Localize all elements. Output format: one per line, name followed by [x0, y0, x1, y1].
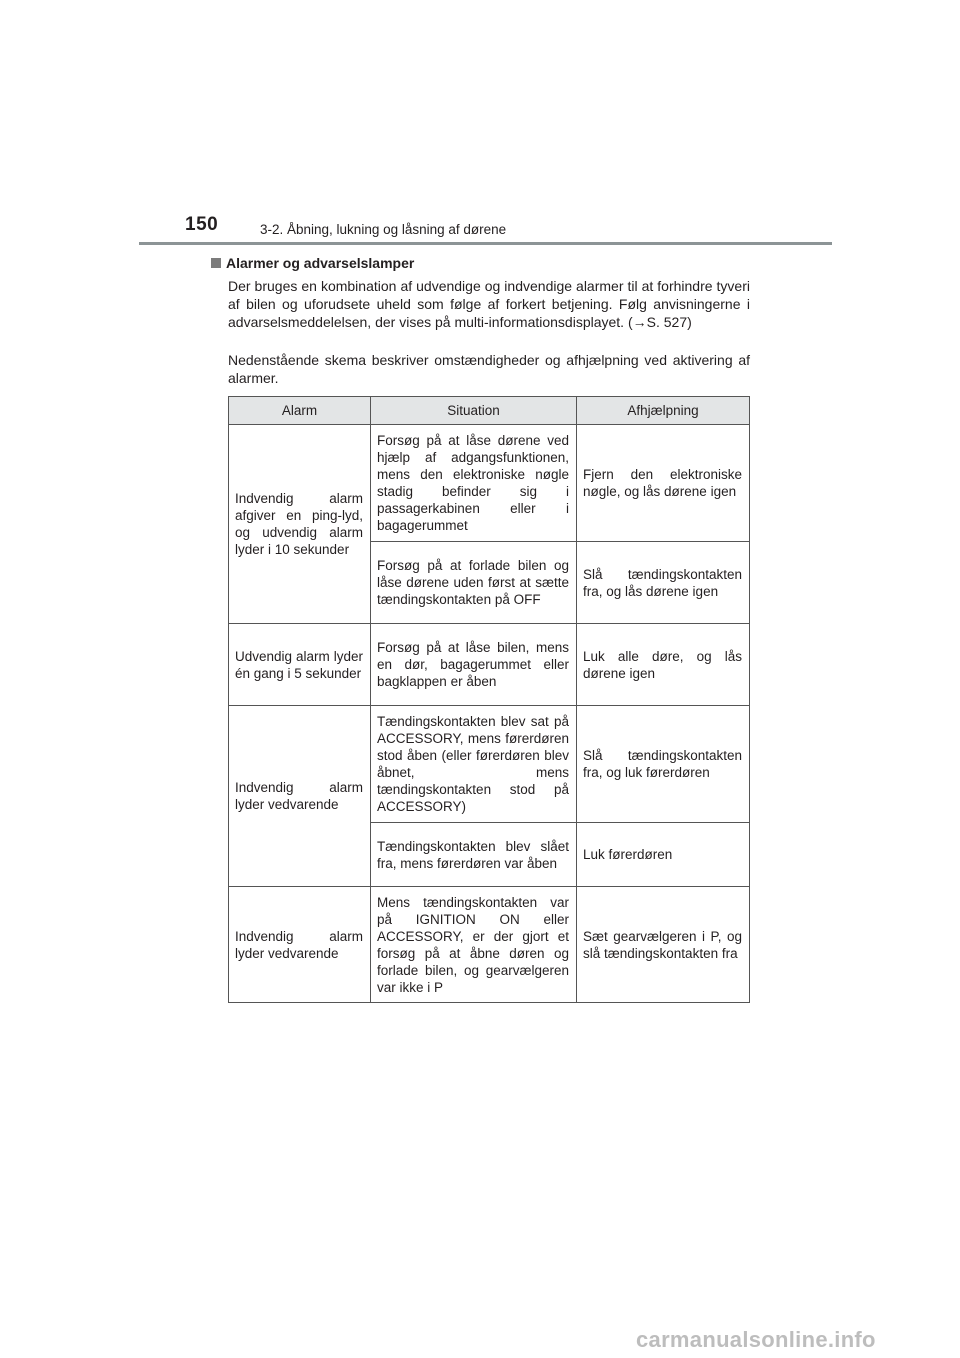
page-number: 150: [185, 214, 219, 235]
remedy-cell: Sæt gearvælgeren i P, og slå tændingskontakten fra: [577, 887, 750, 1003]
table-row: [229, 706, 750, 823]
subheading-text: Alarmer og advarselslamper: [226, 255, 415, 271]
situation-cell: Forsøg på at forlade bilen og låse dørene uden først at sætte tændingskontakten på OFF: [371, 542, 577, 624]
table-row: [229, 425, 750, 542]
table-intro-paragraph: Nedenstående skema beskriver omstændigheder og afhjælpning ved aktivering af alarmer.: [228, 352, 750, 386]
situation-cell: Tændingskontakten blev slået fra, mens førerdøren var åben: [371, 823, 577, 887]
remedy-cell: Slå tændingskontakten fra, og luk førerdøren: [577, 706, 750, 823]
alarm-cell: Indvendig alarm afgiver en ping-lyd, og udvendig alarm lyder i 10 sekunder: [229, 425, 371, 624]
watermark: carmanualsonline.info: [636, 1327, 876, 1352]
alarm-cell: Indvendig alarm lyder vedvarende: [229, 706, 371, 887]
situation-cell: Forsøg på at låse bilen, mens en dør, bagagerummet eller bagklappen er åben: [371, 624, 577, 706]
column-header-alarm: Alarm: [229, 397, 371, 425]
remedy-cell: Luk førerdøren: [577, 823, 750, 887]
table-header-row: [229, 397, 750, 425]
header-divider: [139, 242, 832, 245]
table-row: [229, 887, 750, 1003]
square-bullet-icon: [211, 258, 221, 268]
situation-cell: Tændingskontakten blev sat på ACCESSORY, mens førerdøren stod åben (eller førerdøren blev åbnet, mens tændingskontakten stod på ACCESSORY): [371, 706, 577, 823]
remedy-cell: Fjern den elektroniske nøgle, og lås dørene igen: [577, 425, 750, 542]
intro-paragraph: Der bruges en kombination af udvendige og indvendige alarmer til at forhindre tyveri af bilen og uforudsete uheld som følge af forkert betjening. Følg anvisningerne i advarselsmeddelelsen, der vises på multi-informationsdisplayet. (→S. 527): [228, 278, 750, 330]
situation-cell: Mens tændingskontakten var på IGNITION ON eller ACCESSORY, er der gjort et forsøg på at åbne døren og forlade bilen, og gearvælgeren var ikke i P: [371, 887, 577, 1003]
subheading: [211, 255, 414, 271]
alarm-table: [228, 396, 750, 1003]
alarm-cell: Udvendig alarm lyder én gang i 5 sekunder: [229, 624, 371, 706]
section-title: 3-2. Åbning, lukning og låsning af dørene: [260, 222, 507, 237]
remedy-cell: Luk alle døre, og lås dørene igen: [577, 624, 750, 706]
table-row: [229, 624, 750, 706]
alarm-cell: Indvendig alarm lyder vedvarende: [229, 887, 371, 1003]
column-header-remedy: Afhjælpning: [577, 397, 750, 425]
situation-cell: Forsøg på at låse dørene ved hjælp af adgangsfunktionen, mens den elektroniske nøgle stadig befinder sig i passagerkabinen eller i bagagerummet: [371, 425, 577, 542]
column-header-situation: Situation: [371, 397, 577, 425]
remedy-cell: Slå tændingskontakten fra, og lås dørene igen: [577, 542, 750, 624]
